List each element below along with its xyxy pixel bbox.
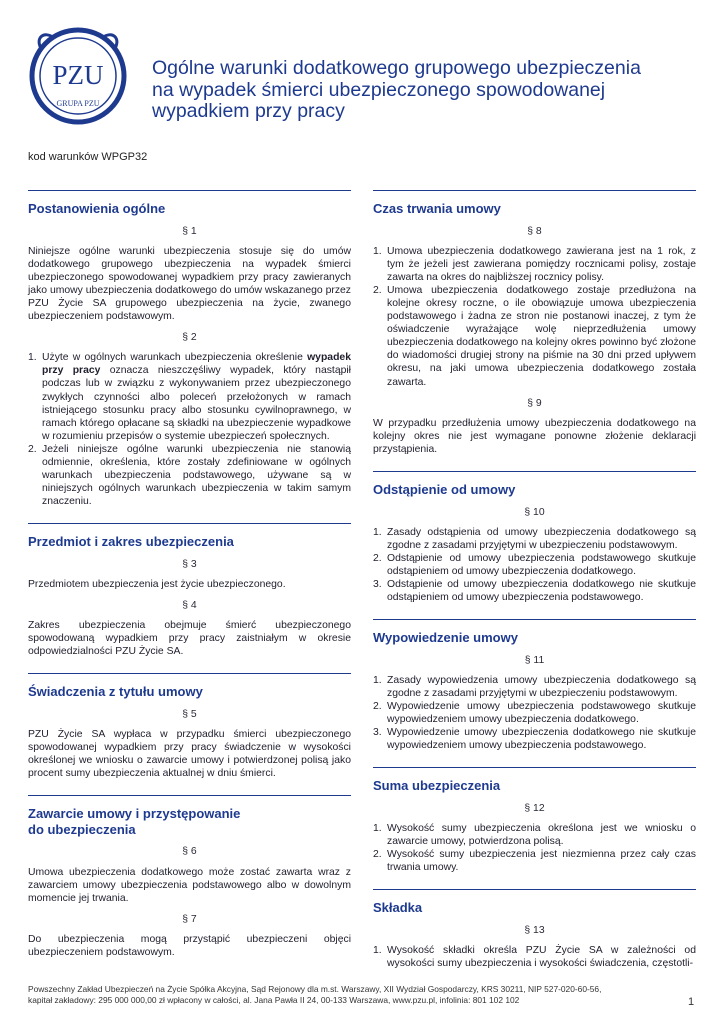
list-item-text: Wysokość składki określa PZU Życie SA w zależności od wysokości sumy ubezpieczenia i wysokości świadczenia, częstotli- xyxy=(387,944,696,969)
numbered-list xyxy=(373,674,696,753)
paragraph-number: § 8 xyxy=(527,225,542,237)
title-line: na wypadek śmierci ubezpieczonego spowodowanej xyxy=(152,78,606,101)
paragraph-text: W przypadku przedłużenia umowy ubezpieczenia dodatkowego na kolejny okres nie jest wymagane ponowne złożenie deklaracji przystąpienia. xyxy=(373,417,696,455)
title-line: Ogólne warunki dodatkowego grupowego ubezpieczenia xyxy=(152,57,641,79)
section-heading: Suma ubezpieczenia xyxy=(373,778,501,794)
list-item-number: 1. xyxy=(373,944,382,956)
list-item xyxy=(373,822,696,848)
pzu-logo xyxy=(28,26,128,126)
section xyxy=(373,190,696,456)
list-item xyxy=(28,351,351,443)
list-item xyxy=(373,526,696,552)
list-item-text: oznacza nieszczęśliwy wypadek, który nastąpił podczas lub w związku z wykonywaniem przez ubezpieczonego zwykłych czynności albo poleceń przełożonych w ramach istniejącego stosunku pracy albo stosunku cywilnoprawnego, w ramach którego opłacane są składki na ubezpieczenie wypadkowe w rozumieniu przepisów o systemie ubezpieczeń społecznych. xyxy=(42,365,351,442)
paragraph-number: § 10 xyxy=(524,506,545,518)
list-item-number: 2. xyxy=(373,552,382,564)
section xyxy=(28,673,351,780)
right-column xyxy=(373,190,696,970)
paragraph-text: PZU Życie SA wypłaca w przypadku śmierci ubezpieczonego spowodowanej wypadkiem przy pracy świadczenie w wysokości określonej we wniosku o zawarcie umowy i potwierdzonej polisą jako procent sumy ubezpieczenia aktualnej w dniu śmierci. xyxy=(28,729,351,780)
list-item xyxy=(373,848,696,874)
paragraph-text: Do ubezpieczenia mogą przystąpić ubezpieczeni objęci ubezpieczeniem podstawowym. xyxy=(28,933,351,958)
list-item xyxy=(373,552,696,578)
paragraph-number: § 9 xyxy=(527,397,542,409)
paragraph-number: § 6 xyxy=(182,846,197,858)
list-item-text: Wysokość sumy ubezpieczenia jest niezmienna przez cały czas trwania umowy. xyxy=(387,849,696,874)
section xyxy=(28,190,351,508)
paragraph-number: § 4 xyxy=(182,600,197,612)
section xyxy=(28,795,351,959)
section xyxy=(28,523,351,658)
list-item xyxy=(28,443,351,508)
left-column xyxy=(28,190,351,959)
list-item xyxy=(373,700,696,726)
paragraph-number: § 7 xyxy=(182,913,197,925)
section-heading: Składka xyxy=(373,900,423,916)
list-item-number: 1. xyxy=(373,674,382,686)
paragraph-number: § 5 xyxy=(182,708,197,720)
list-item-number: 1. xyxy=(373,526,382,538)
list-item-number: 2. xyxy=(373,284,382,296)
conditions-code: kod warunków WPGP32 xyxy=(28,151,148,163)
list-item-number: 3. xyxy=(373,578,382,590)
page-number: 1 xyxy=(688,996,695,1008)
list-item-text: Wysokość sumy ubezpieczenia określona jest we wniosku o zawarcie umowy, potwierdzona polisą. xyxy=(387,822,696,847)
list-item xyxy=(373,578,696,604)
paragraph-number: § 13 xyxy=(524,924,545,936)
section-heading: Czas trwania umowy xyxy=(373,201,501,216)
section xyxy=(373,889,696,970)
footer-line: Powszechny Zakład Ubezpieczeń na Życie Spółka Akcyjna, Sąd Rejonowy dla m.st. Warszawy, XII Wydział Gospodarczy, KRS 30211, NIP 527-020-60-56, xyxy=(28,984,602,994)
list-item-number: 2. xyxy=(373,700,382,712)
section-heading: Wypowiedzenie umowy xyxy=(373,630,518,646)
title-line: wypadkiem przy pracy xyxy=(152,100,345,122)
section xyxy=(373,471,696,604)
list-item-number: 3. xyxy=(373,727,382,739)
list-item xyxy=(373,726,696,752)
list-item-text: Zasady wypowiedzenia umowy ubezpieczenia dodatkowego są zgodne z zasadami przyjętymi w ubezpieczeniu podstawowym. xyxy=(387,674,696,699)
list-item-text: Wypowiedzenie umowy ubezpieczenia podstawowego skutkuje wypowiedzeniem umowy ubezpieczenia dodatkowego. xyxy=(387,700,696,726)
numbered-list xyxy=(373,822,696,874)
list-item-text: Zasady odstąpienia od umowy ubezpieczenia dodatkowego są zgodne z zasadami przyjętymi w ubezpieczeniu podstawowym. xyxy=(387,526,696,551)
numbered-list xyxy=(373,526,696,605)
paragraph-number: § 3 xyxy=(182,558,197,570)
paragraph-number: § 2 xyxy=(182,332,197,344)
numbered-list xyxy=(28,351,351,508)
document-title xyxy=(152,58,692,123)
section xyxy=(373,767,696,874)
list-item-text: Odstąpienie od umowy ubezpieczenia dodatkowego nie skutkuje odstąpieniem od umowy ubezpieczenia podstawowego. xyxy=(387,578,696,604)
list-item-text: Użyte w ogólnych warunkach ubezpieczenia określenie xyxy=(42,352,308,364)
footer-line: kapitał zakładowy: 295 000 000,00 zł wpłacony w całości, al. Jana Pawła II 24, 00-133 Warszawa, www.pzu.pl, infolinia: 801 102 102 xyxy=(28,995,520,1005)
list-item-number: 2. xyxy=(28,443,37,455)
list-item-text: Odstąpienie od umowy ubezpieczenia podstawowego skutkuje odstąpieniem od umowy ubezpieczenia dodatkowego. xyxy=(387,552,696,577)
list-item xyxy=(373,944,696,970)
paragraph-number: § 1 xyxy=(182,225,197,237)
numbered-list xyxy=(373,944,696,970)
pzu-emblem-icon xyxy=(28,26,128,126)
defined-term: wypadek przy pracy xyxy=(42,352,351,377)
list-item-text: Umowa ubezpieczenia dodatkowego zostaje przedłużona na kolejne okresy roczne, o ile obowiązuje umowa ubezpieczenia podstawowego i żadna ze stron nie postanowi inaczej, z tym że oświadczenie wyrażające wolę nieprzedłużenia umowy ubezpieczenia dodatkowego na kolejny okres powinno być złożone do wiadomości drugiej strony na piśmie na 30 dni przed upływem okresu, na jaki umowa ubezpieczenia dodatkowego została zawarta. xyxy=(387,284,696,388)
numbered-list xyxy=(373,245,696,389)
paragraph-text: Przedmiotem ubezpieczenia jest życie ubezpieczonego. xyxy=(28,578,286,590)
list-item xyxy=(373,674,696,700)
paragraph-number: § 11 xyxy=(524,654,545,666)
list-item-number: 1. xyxy=(373,245,382,257)
footer xyxy=(28,984,668,1006)
logo-ring-text: GRUPA PZU xyxy=(56,99,100,108)
section-heading: Świadczenia z tytułu umowy xyxy=(28,684,203,700)
paragraph-number: § 12 xyxy=(524,802,545,814)
section xyxy=(373,619,696,752)
list-item-number: 2. xyxy=(373,849,382,861)
section-heading: Postanowienia ogólne xyxy=(28,201,166,216)
list-item-text: Jeżeli niniejsze ogólne warunki ubezpieczenia nie stanowią odmiennie, określenia, które zostały zdefiniowane w ogólnych warunkach ubezpieczenia podstawowego, używane są w niniejszych ogólnych warunkach ubezpieczenia w takim samym znaczeniu. xyxy=(42,443,351,508)
list-item-text: Umowa ubezpieczenia dodatkowego zawierana jest na 1 rok, z tym że jeżeli jest zawierana pomiędzy rocznicami polisy, zostaje zawarta na okres do najbliższej rocznicy polisy. xyxy=(387,245,696,283)
list-item xyxy=(373,284,696,389)
section-heading: Odstąpienie od umowy xyxy=(373,482,516,497)
paragraph-text: Zakres ubezpieczenia obejmuje śmierć ubezpieczonego spowodowaną wypadkiem przy pracy zaistniałym w okresie odpowiedzialności PZU Życie SA. xyxy=(28,620,351,658)
list-item-number: 1. xyxy=(28,352,37,364)
list-item-number: 1. xyxy=(373,822,382,834)
logo-initials: PZU xyxy=(52,60,104,90)
list-item-text: Wypowiedzenie umowy ubezpieczenia dodatkowego nie skutkuje wypowiedzeniem umowy ubezpieczenia podstawowego. xyxy=(387,727,696,752)
list-item xyxy=(373,245,696,284)
section-heading: Zawarcie umowy i przystępowanie do ubezpieczenia xyxy=(28,806,241,837)
paragraph-text: Umowa ubezpieczenia dodatkowego może zostać zawarta wraz z zawarciem umowy ubezpieczenia podstawowego albo w dowolnym momencie jej trwania. xyxy=(28,866,351,904)
paragraph-text: Niniejsze ogólne warunki ubezpieczenia stosuje się do umów dodatkowego grupowego ubezpieczenia na wypadek śmierci ubezpieczonego spowodowanej wypadkiem przy pracy zawieranych jako umowy ubezpieczenia dodatkowego do umów wskazanego przez PZU Życie SA grupowego ubezpieczenia na życie, zwanego ubezpieczeniem podstawowym. xyxy=(28,245,351,323)
section-heading: Przedmiot i zakres ubezpieczenia xyxy=(28,534,234,550)
